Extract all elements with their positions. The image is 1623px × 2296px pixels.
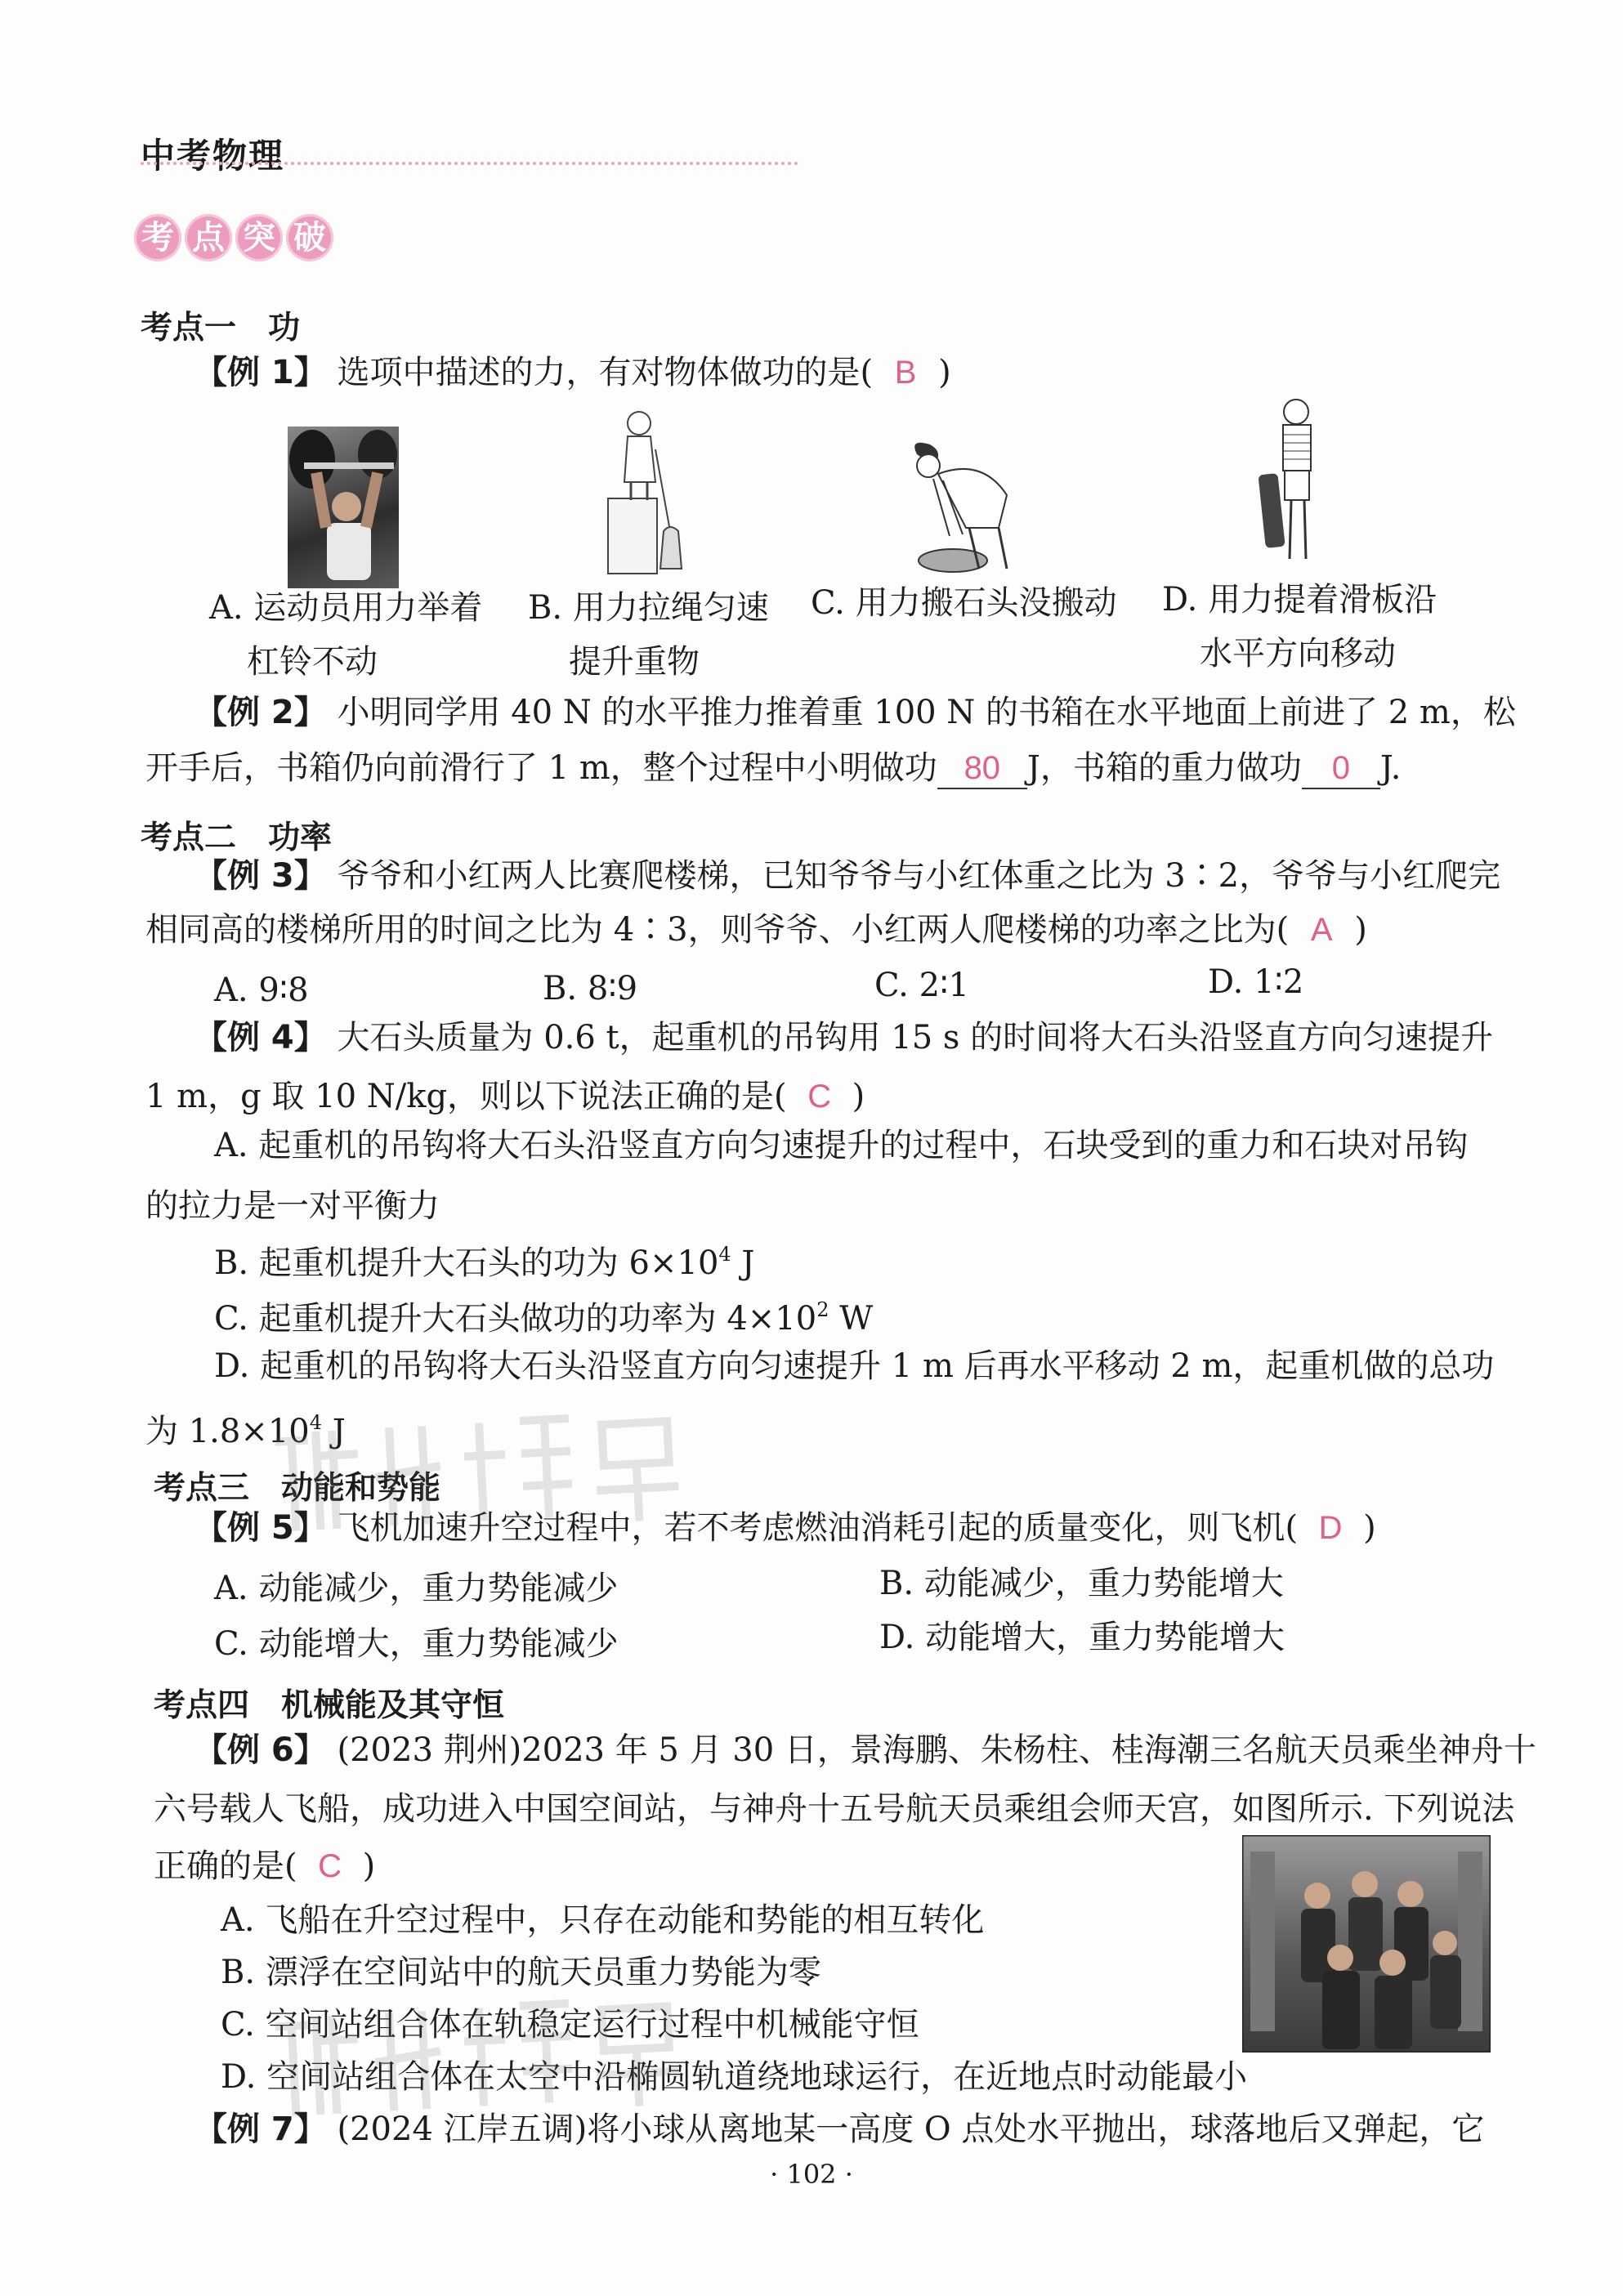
exponent: 4 xyxy=(718,1243,731,1266)
question-text: (2023 荆州)2023 年 5 月 30 日，景海鹏、朱杨柱、桂海潮三名航天员乘坐神舟十 xyxy=(337,1731,1536,1769)
page-number: · 102 · xyxy=(770,2159,853,2190)
weightlifter-photo xyxy=(288,427,399,588)
example-label: 【例 3】 xyxy=(194,857,327,895)
example-6-line2: 六号载人飞船，成功进入中国空间站，与神舟十五号航天员乘组会师天宫，如图所示. 下列说法 xyxy=(154,1790,1515,1828)
option-b: B. 8∶9 xyxy=(543,970,638,1007)
option-d: D. 用力提着滑板沿 xyxy=(1162,581,1437,619)
skateboard-carrying-figure xyxy=(1259,395,1332,577)
question-stem: 飞机加速升空过程中，若不考虑燃油消耗引起的质量变化，则飞机( xyxy=(337,1509,1299,1547)
example-label: 【例 1】 xyxy=(194,354,327,391)
question-text: 大石头质量为 0.6 t，起重机的吊钩用 15 s 的时间将大石头沿竖直方向匀速提升 xyxy=(337,1019,1494,1056)
example-label: 【例 5】 xyxy=(194,1509,327,1547)
badge-char: 突 xyxy=(235,214,283,261)
answer-blank-work: 80 xyxy=(937,748,1027,789)
option-a: A. 起重机的吊钩将大石头沿竖直方向匀速提升的过程中，石块受到的重力和石块对吊钩 xyxy=(214,1127,1469,1164)
section-heading-4: 考点四 机械能及其守恒 xyxy=(154,1687,505,1724)
option-b-cont: 提升重物 xyxy=(569,643,700,681)
watermark xyxy=(257,1981,691,2164)
section-heading-3: 考点三 动能和势能 xyxy=(154,1470,441,1507)
answer-choice: D xyxy=(1318,1510,1343,1546)
exponent: 2 xyxy=(816,1298,829,1321)
option-a-cont: 杠铃不动 xyxy=(247,643,378,681)
question-text: J，书箱的重力做功 xyxy=(1026,749,1302,787)
example-label: 【例 7】 xyxy=(194,2111,327,2148)
question-text: 开手后，书箱仍向前滑行了 1 m，整个过程中小明做功 xyxy=(145,749,937,787)
answer-choice: A xyxy=(1310,912,1333,948)
option-a: A. 飞船在升空过程中，只存在动能和势能的相互转化 xyxy=(221,1901,985,1939)
example-3-line2 xyxy=(145,910,1367,949)
example-label: 【例 2】 xyxy=(194,694,327,731)
paren-close: ) xyxy=(1363,1509,1376,1547)
section-badge xyxy=(134,214,333,261)
astronauts-photo xyxy=(1242,1835,1491,2053)
answer-choice: B xyxy=(894,355,917,391)
unit: W xyxy=(829,1300,874,1338)
option-c: C. 动能增大，重力势能减少 xyxy=(214,1625,619,1663)
option-d: D. 起重机的吊钩将大石头沿竖直方向匀速提升 1 m 后再水平移动 2 m，起重机做的总功 xyxy=(214,1347,1495,1385)
answer-choice: C xyxy=(318,1848,342,1884)
example-4-line2 xyxy=(145,1077,865,1116)
paren-close: ) xyxy=(362,1847,376,1885)
option-a: A. 运动员用力举着 xyxy=(209,589,483,627)
option-text: C. 起重机提升大石头做功的功率为 4×10 xyxy=(214,1300,817,1338)
option-d: D. 空间站组合体在太空中沿椭圆轨道绕地球运行，在近地点时动能最小 xyxy=(221,2058,1248,2096)
example-label: 【例 4】 xyxy=(194,1019,327,1056)
option-b: B. 用力拉绳匀速 xyxy=(528,589,769,627)
paren-close: ) xyxy=(1354,911,1367,949)
option-text: 为 1.8×10 xyxy=(145,1413,310,1450)
unit: J xyxy=(322,1413,346,1450)
option-b: B. 漂浮在空间站中的航天员重力势能为零 xyxy=(221,1954,821,1991)
rope-lifting-figure xyxy=(601,409,691,577)
answer-choice: C xyxy=(807,1079,832,1114)
example-1-question xyxy=(194,353,951,392)
header-divider xyxy=(141,162,798,165)
example-2-line2 xyxy=(145,748,1402,789)
option-a: A. 动能减少，重力势能减少 xyxy=(214,1570,619,1607)
header-title: 中考物理 xyxy=(141,136,285,176)
option-a: A. 9∶8 xyxy=(214,972,309,1009)
option-text: B. 起重机提升大石头的功为 6×10 xyxy=(214,1244,719,1282)
paren-close: ) xyxy=(852,1078,865,1115)
badge-char: 点 xyxy=(185,214,232,261)
option-c: C. 2∶1 xyxy=(874,967,969,1004)
example-6-line3 xyxy=(154,1847,375,1886)
example-2-line1 xyxy=(194,693,1516,732)
question-text: J. xyxy=(1379,749,1402,787)
watermark xyxy=(257,1396,691,1579)
option-c: C. 空间站组合体在轨稳定运行过程中机械能守恒 xyxy=(221,2006,919,2044)
paren-close: ) xyxy=(938,354,951,391)
example-4-line1 xyxy=(194,1018,1493,1057)
exponent: 4 xyxy=(309,1411,323,1434)
example-3-line1 xyxy=(194,856,1500,896)
rock-lifting-figure xyxy=(884,438,1023,577)
question-text: 正确的是( xyxy=(154,1847,297,1885)
section-heading-1: 考点一 功 xyxy=(141,310,301,346)
badge-char: 破 xyxy=(286,214,333,261)
question-text: 小明同学用 40 N 的水平推力推着重 100 N 的书箱在水平地面上前进了 2 m，松 xyxy=(337,694,1516,731)
badge-char: 考 xyxy=(134,214,181,261)
question-text: 相同高的楼梯所用的时间之比为 4∶3，则爷爷、小红两人爬楼梯的功率之比为( xyxy=(145,911,1290,949)
option-b xyxy=(214,1244,754,1283)
option-d-cont: 水平方向移动 xyxy=(1200,635,1396,672)
option-c: C. 用力搬石头没搬动 xyxy=(811,584,1117,622)
option-d: D. 动能增大，重力势能增大 xyxy=(879,1619,1285,1656)
unit: J xyxy=(731,1244,755,1282)
option-b: B. 动能减少，重力势能增大 xyxy=(879,1565,1284,1602)
question-text: (2024 江岸五调)将小球从离地某一高度 O 点处水平抛出，球落地后又弹起，它 xyxy=(337,2111,1485,2148)
option-d: D. 1∶2 xyxy=(1208,963,1304,1001)
option-c xyxy=(214,1299,873,1338)
answer-blank-gravity-work: 0 xyxy=(1302,748,1380,789)
question-text: 爷爷和小红两人比赛爬楼梯，已知爷爷与小红体重之比为 3∶2，爷爷与小红爬完 xyxy=(337,857,1501,895)
example-6-line1 xyxy=(194,1731,1536,1770)
question-text: 1 m，g 取 10 N/kg，则以下说法正确的是( xyxy=(145,1078,787,1115)
question-stem: 选项中描述的力，有对物体做功的是( xyxy=(337,354,874,391)
section-heading-2: 考点二 功率 xyxy=(141,820,333,856)
example-label: 【例 6】 xyxy=(194,1731,327,1769)
option-a-cont: 的拉力是一对平衡力 xyxy=(145,1187,440,1225)
